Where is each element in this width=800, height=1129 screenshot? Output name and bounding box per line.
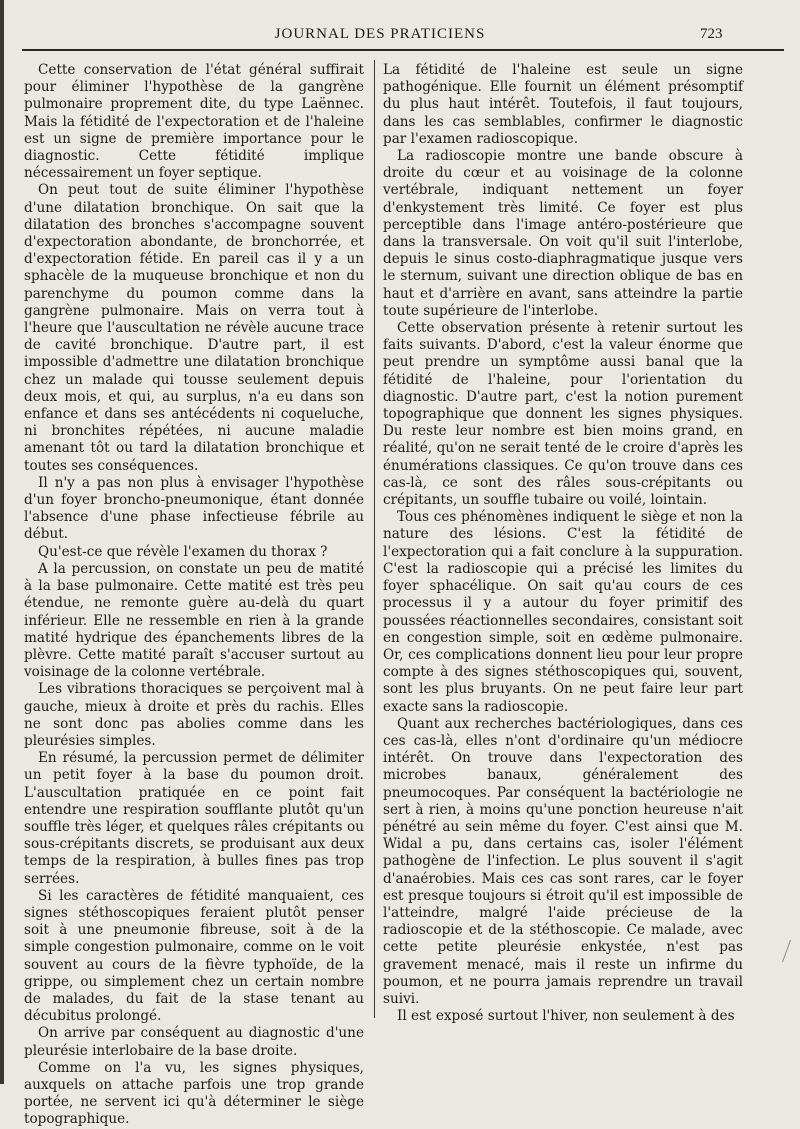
margin-mark: [782, 940, 799, 962]
paragraph: La radioscopie montre une bande obscure à droite du cœur et au voisinage de la colonne vertébrale, indiquant nettement un foyer d'enkystement très limité. Ce foyer est plus perceptible dans l'image antéro-postérieure que dans la transversale. On voit qu'il suit l'interlobe, depuis le sinus costo-diaphragmatique jusque vers le sternum, suivant une direction oblique de bas en haut et d'arrière en avant, sans atteindre la partie toute supérieure de l'interlobe.: [383, 148, 743, 319]
paragraph: Il est exposé surtout l'hiver, non seulement à des: [397, 1008, 735, 1025]
header-rule: [22, 49, 784, 51]
paragraph: Quant aux recherches bactériologiques, dans ces ces cas-là, elles n'ont d'ordinaire qu'un médiocre intérêt. On trouve dans l'expectoration des microbes banaux, généralement des pneumocoques. Par conséquent la bactériologie ne sert à rien, à moins qu'une ponction heureuse n'ait pénétré au sein même du foyer. C'est ainsi que M. Widal a pu, dans certains cas, isoler l'élément pathogène de l'infection. Le plus souvent il s'agit d'anaérobies. Mais ces cas sont rares, car le foyer est presque toujours si étroit qu'il est impossible de l'atteindre, malgré l'aide précieuse de la radioscopie et de la stéthoscopie. Ce malade, avec cette petite pleurésie enkystée, n'est pas gravement menacé, mais il reste un infirme du poumon, et ne pourra jamais reprendre un travail suivi.: [383, 715, 743, 1007]
paragraph: Qu'est-ce que révèle l'examen du thorax ?: [38, 543, 328, 560]
paragraph: Cette observation présente à retenir surtout les faits suivants. D'abord, c'est la valeur énorme que peut prendre un symptôme aussi banal que la fétidité de l'haleine, pour l'orientation du diagnostic. D'autre part, c'est la notion purement topographique que donnent les signes physiques. Du reste leur nombre est bien moins grand, en réalité, qu'on ne serait tenté de le croire d'après les énumérations classiques. Ce qu'on trouve dans ces cas-là, ce sont des râles sous-crépitants ou crépitants, un souffle tubaire ou voilé, lointain.: [383, 320, 743, 509]
paragraph: A la percussion, on constate un peu de matité à la base pulmonaire. Cette matité est très peu étendue, ne remonte guère au-delà du quart inférieur. Elle ne ressemble en rien à la grande matité hydrique des épanchements libres de la plèvre. Cette matité paraît s'accuser surtout au voisinage de la colonne vertébrale.: [24, 560, 364, 681]
column-divider: [374, 60, 375, 1018]
page-binding-edge: [0, 0, 4, 1084]
paragraph: En résumé, la percussion permet de délimiter un petit foyer à la base du poumon droit. L'auscultation pratiquée en ce point fait entendre une respiration soufflante plutôt qu'un souffle très léger, et quelques râles crépitants ou sous-crépitants discrets, se produisant aux deux temps de la respiration, à bulles fines pas trop serrées.: [24, 750, 364, 887]
page-header: [0, 26, 800, 48]
paragraph: Comme on l'a vu, les signes physiques, auxquels on attache parfois une trop grande portée, ne servent ici qu'à déterminer le siège topographique.: [24, 1059, 364, 1128]
left-column: [24, 62, 364, 1129]
paragraph: La fétidité de l'haleine est seule un signe pathogénique. Elle fournit un élément présomptif du plus haut intérêt. Toutefois, il faut toujours, dans les cas semblables, confirmer le diagnostic par l'examen radioscopique.: [383, 62, 743, 147]
paragraph: Si les caractères de fétidité manquaient, ces signes stéthoscopiques feraient plutôt penser soit à une pneumonie fibreuse, soit à de la simple congestion pulmonaire, comme on le voit souvent au cours de la fièvre typhoïde, de la grippe, ou simplement chez un certain nombre de malades, du fait de la stase tenant au décubitus prolongé.: [24, 887, 364, 1025]
paragraph: Il n'y a pas non plus à envisager l'hypothèse d'un foyer broncho-pneumonique, étant donnée l'absence d'une phase infectieuse fébrile au début.: [24, 474, 364, 543]
right-column: [383, 62, 743, 1025]
paragraph: On arrive par conséquent au diagnostic d'une pleurésie interlobaire de la base droite.: [24, 1025, 364, 1059]
paragraph: Cette conservation de l'état général suffirait pour éliminer l'hypothèse de la gangrène pulmonaire proprement dite, du type Laënnec. Mais la fétidité de l'expectoration et de l'haleine est un signe de première importance pour le diagnostic. Cette fétidité implique nécessairement un foyer septique.: [24, 62, 364, 182]
running-title: JOURNAL DES PRATICIENS: [274, 26, 486, 42]
page-number: 723: [700, 26, 723, 42]
paragraph: Tous ces phénomènes indiquent le siège et non la nature des lésions. C'est la fétidité de l'expectoration qui a fait conclure à la suppuration. C'est la radioscopie qui a précisé les limites du foyer sphacélique. On sait qu'au cours de ces processus il y a autour du foyer primitif des poussées réactionnelles secondaires, consistant soit en congestion simple, soit en œdème pulmonaire. Or, ces complications donnent lieu pour leur propre compte à des signes stéthoscopiques qui, souvent, sont les plus bruyants. On ne peut faire leur part exacte sans la radioscopie.: [383, 509, 743, 715]
paragraph: Les vibrations thoraciques se perçoivent mal à gauche, mieux à droite et près du rachis. Elles ne sont donc pas abolies comme dans les pleurésies simples.: [24, 681, 364, 749]
paragraph: On peut tout de suite éliminer l'hypothèse d'une dilatation bronchique. On sait que la dilatation des bronches s'accompagne souvent d'expectoration abondante, de bronchorrée, et d'expectoration fétide. En pareil cas il y a un sphacèle de la muqueuse bronchique et non du parenchyme du poumon comme dans la gangrène pulmonaire. Mais on verra tout à l'heure que l'auscultation ne révèle aucune trace de cavité bronchique. D'autre part, il est impossible d'admettre une dilatation bronchique chez un malade qui tousse seulement depuis deux mois, et qui, au surplus, n'a eu dans son enfance et dans ses antécédents ni coqueluche, ni bronchites répétées, ni aucune maladie amenant tôt ou tard la dilatation bronchique et toutes ses conséquences.: [24, 182, 364, 474]
